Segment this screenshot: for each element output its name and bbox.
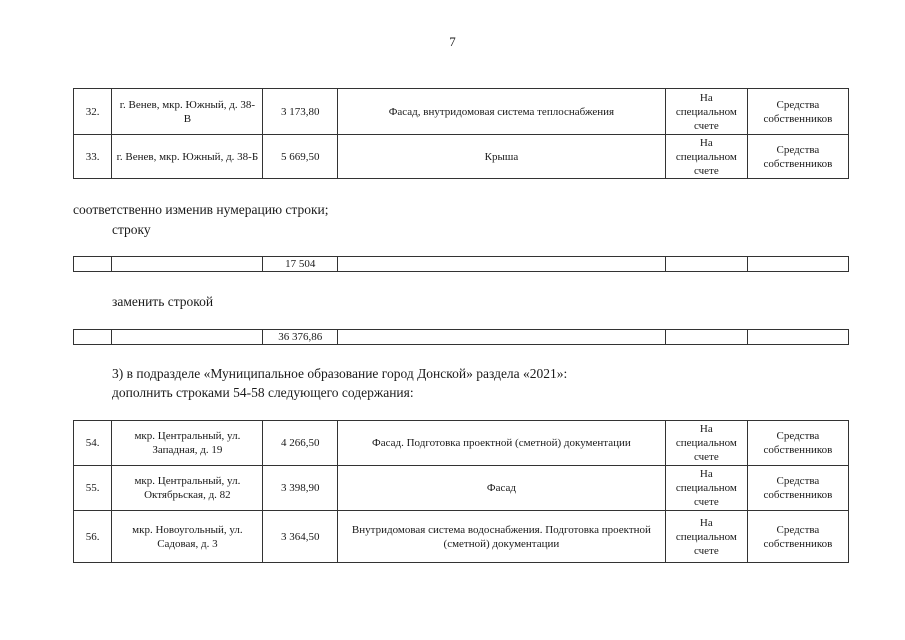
funding-source-cell: Средства собственников [747, 511, 848, 563]
paragraph-replace: заменить строкой [112, 294, 214, 309]
area-cell: 5 669,50 [263, 135, 338, 179]
funding-source-cell: Средства собственников [747, 135, 848, 179]
empty-cell [74, 257, 112, 272]
row-number: 54. [74, 421, 112, 466]
area-cell: 3 398,90 [263, 466, 338, 511]
empty-cell [747, 257, 848, 272]
address-cell: г. Венев, мкр. Южный, д. 38-В [112, 89, 263, 135]
funding-source-cell: Средства собственников [747, 421, 848, 466]
empty-cell [112, 257, 263, 272]
table-row [74, 135, 849, 179]
table-row [74, 257, 849, 272]
row-number: 32. [74, 89, 112, 135]
empty-cell [112, 330, 263, 345]
work-type-cell: Фасад. Подготовка проектной (сметной) документации [337, 421, 665, 466]
area-cell: 36 376,86 [263, 330, 338, 345]
table-row [74, 330, 849, 345]
paragraph-renumbering: соответственно изменив нумерацию строки; [73, 202, 329, 217]
total-row-new [73, 329, 849, 345]
account-cell: На специальном счете [665, 511, 747, 563]
buildings-table-venev [73, 88, 849, 179]
work-type-cell: Внутридомовая система водоснабжения. Подготовка проектной (сметной) документации [337, 511, 665, 563]
row-number: 56. [74, 511, 112, 563]
buildings-table-donskoy [73, 420, 849, 563]
address-cell: мкр. Центральный, ул. Западная, д. 19 [112, 421, 263, 466]
area-cell: 4 266,50 [263, 421, 338, 466]
account-cell: На специальном счете [665, 421, 747, 466]
empty-cell [337, 257, 665, 272]
paragraph-subsection: 3) в подразделе «Муниципальное образование город Донской» раздела «2021»: [112, 366, 568, 381]
funding-source-cell: Средства собственников [747, 89, 848, 135]
table-row [74, 89, 849, 135]
work-type-cell: Фасад [337, 466, 665, 511]
empty-cell [665, 330, 747, 345]
work-type-cell: Крыша [337, 135, 665, 179]
address-cell: мкр. Центральный, ул. Октябрьская, д. 82 [112, 466, 263, 511]
work-type-cell: Фасад, внутридомовая система теплоснабжения [337, 89, 665, 135]
row-number: 33. [74, 135, 112, 179]
address-cell: г. Венев, мкр. Южный, д. 38-Б [112, 135, 263, 179]
funding-source-cell: Средства собственников [747, 466, 848, 511]
table-row [74, 511, 849, 563]
account-cell: На специальном счете [665, 466, 747, 511]
empty-cell [337, 330, 665, 345]
area-cell: 3 364,50 [263, 511, 338, 563]
empty-cell [74, 330, 112, 345]
area-cell: 17 504 [263, 257, 338, 272]
area-cell: 3 173,80 [263, 89, 338, 135]
account-cell: На специальном счете [665, 135, 747, 179]
empty-cell [665, 257, 747, 272]
total-row-old [73, 256, 849, 272]
paragraph-row-label: строку [112, 222, 151, 237]
account-cell: На специальном счете [665, 89, 747, 135]
address-cell: мкр. Новоугольный, ул. Садовая, д. 3 [112, 511, 263, 563]
table-row [74, 466, 849, 511]
empty-cell [747, 330, 848, 345]
row-number: 55. [74, 466, 112, 511]
paragraph-add-rows: дополнить строками 54-58 следующего содержания: [112, 385, 414, 400]
table-row [74, 421, 849, 466]
page-number: 7 [449, 34, 456, 49]
